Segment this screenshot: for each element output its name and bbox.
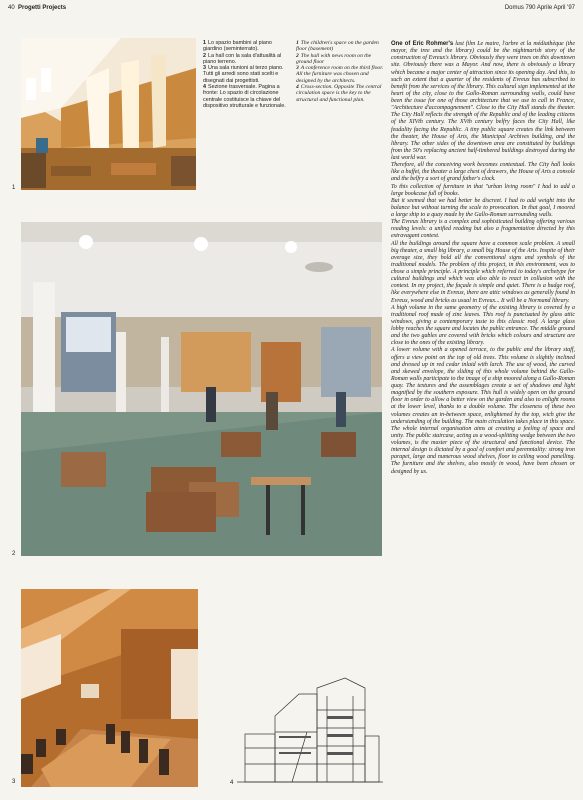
article-body: [391, 41, 575, 476]
photo-childrens-space: [21, 38, 196, 190]
photo-childrens-space-image: [21, 38, 196, 190]
article-paragraph-1: One of Eric Rohmer's last film Le maire, l'arbre et la médiathèque (the mayor, the tree and the library) could be the nightmarish story of the construction of Evreux's library. Obviously they were trees on this downtown site. Obviously there was a Mayor. And now, there is obviously a library which became a major center of attraction since its opening day. And this, to such an extent that a quarter of the residents of Evreux has subscribed to benefit from the services of the library. This cultural sign implemented at the heart of the city, close to the Gallo-Roman surrounding walls, could have been the issue for one of those architecture that we use to call in France, "Architecture d'accompagnement". Close to the City Hall stands the theater. The City Hall reflects the strength of the Republic and of the leading citizens of the XIVth century. The XVth century belfry faces the City Hall, like feudality facing the Republic. A tiny public square creates the link between the theater, the House of Arts, the Municipal Archives building, and the library. The other sides of the downtown area are constituted by buildings from the 50's replacing ancient half-timbered buildings destroyed during the last world war.: [391, 41, 575, 161]
photo-conference-room: [21, 589, 198, 787]
article-paragraph-4: But it seemed that we had better be discreet. I had to add weight into the balance but without turning the scale to provocation. In that goal, I moored a large ship to a quay made by the Gallo-Roman surrounding walls.: [391, 197, 575, 218]
issue-label: Domus 790 Aprile April '97: [504, 5, 575, 11]
figure-number-4: 4: [230, 780, 234, 786]
figure-number-1: 1: [12, 185, 16, 191]
article-paragraph-2: Therefore, all the conceiving work becomes contextual. The City hall looks like a buffet, the theater a large chest of drawers, the House of Arts a console and the belfry a sort of grand father's clock.: [391, 162, 575, 183]
caption-en-2: 2 The hall with news room on the ground floor: [296, 52, 372, 65]
caption-en-1: 1 The children's space on the garden floor (basement): [296, 40, 379, 53]
caption-it-2: 2 La hall con la sala d'attualità al piano terreno.: [203, 52, 282, 65]
captions-italian: [203, 40, 289, 109]
caption-it-3: 3 Una sala riunioni al terzo piano. Tutti gli arredi sono stati scelti e disegnati dai progettisti.: [203, 65, 284, 84]
cross-section-image: [237, 676, 383, 787]
figure-number-3: 3: [12, 779, 16, 785]
photo-conference-room-image: [21, 589, 198, 787]
caption-en-4: 4 Cross-section. Opposite The central circulation space is the key to the structural and functional plan.: [296, 84, 382, 103]
article-paragraph-7: A high volume in the same geometry of the existing library is covered by a traditional roof made of zinc leaves. This roof is punctuated by glass attic windows, giving a contemporary taste to this classic roof. A large glass lobby reaches the square and locates the public entrance. The middle ground and the two gables are covered with bricks which colours and structure are close to the ones of the existing library.: [391, 304, 575, 347]
caption-en-3: 3 A conference room on the third floor. All the furniture was chosen and designed by the architects.: [296, 65, 384, 84]
page-header-left: [8, 5, 66, 11]
article-paragraph-5: The Evreux library is a complex and sophisticated building offering various reading levels: a unified reading but also a fragmentation directed by this extravagant context.: [391, 219, 575, 240]
captions-english: [296, 40, 384, 103]
caption-it-4: 4 Sezione trasversale. Pagina a fronte: Lo spazio di circolazione centrale costituisce la chiave del dispositivo strutturale e funzionale.: [203, 84, 286, 109]
caption-it-1: 1 Lo spazio bambini al piano giardino (seminterrato).: [203, 40, 272, 53]
section-title: Progetti Projects: [18, 5, 67, 11]
article-paragraph-8: A lower volume with a opened terrace, to the public and the library staff, offers a view point on the top of old trees. This volume is slightly inclined and dressed up in red cedar inlaid with larch. The use of wood, the curved and skewed envelope, the sliding of this whole volume behind the Gallo-Roman walls participate to the image of a ship moored along a Gallo-Roman quay. The textures and the assemblages create a set of shadows and light magnified by the southern exposure. This hull is widely open on the ground floor in order to allow a better view on the garden and also to enlight rooms at the lower level, thanks to a double volume. The closeness of these two volumes creates an in-between space, enlightened by the top, wich give the understanding of the building. The main circulation takes place in this space. The whole internal organisation aims at creating a feeling of space and unity. The public staircase, acting as a wood-splitting wedge between the two volumes, is the master piece of the structural and functional device. The internal design is dictated by a goal of comfort and perenniality: strong iron parapet, large and numerous wood shelves, floor to ceiling wood panelling. The furniture and the shelves, also mostly in wood, have been chosen or designed by us.: [391, 347, 575, 475]
article-paragraph-3: To this collection of furniture in that "urban living room" I had to add a large bookcase full of books.: [391, 183, 575, 197]
article-lead: One of Eric Rohmer's: [391, 41, 454, 47]
page-number: 40: [8, 5, 15, 11]
figure-number-2: 2: [12, 551, 16, 557]
photo-hall: [21, 222, 382, 556]
article-paragraph-6: All the buildings around the square have a common scale problem. A small big theater, a small big library, a small big House of the Arts. Inspite of their average size, they hold all the conventional signs and symbols of the traditional models. The problem of this project, in this environment, was to chose a simple principle. A principle which referred to today's archetype for cultural buildings and which was also able to react in collusion with the context. In my project, the façade is simple and quiet. There is a hudge roof, like everywhere else in Evreux, there are attic windows as generally found in Evreux, wood and bricks as usual in Evreux... It will be a Normand library.: [391, 240, 575, 304]
cross-section-drawing: [237, 676, 383, 787]
photo-hall-image: [21, 222, 382, 556]
